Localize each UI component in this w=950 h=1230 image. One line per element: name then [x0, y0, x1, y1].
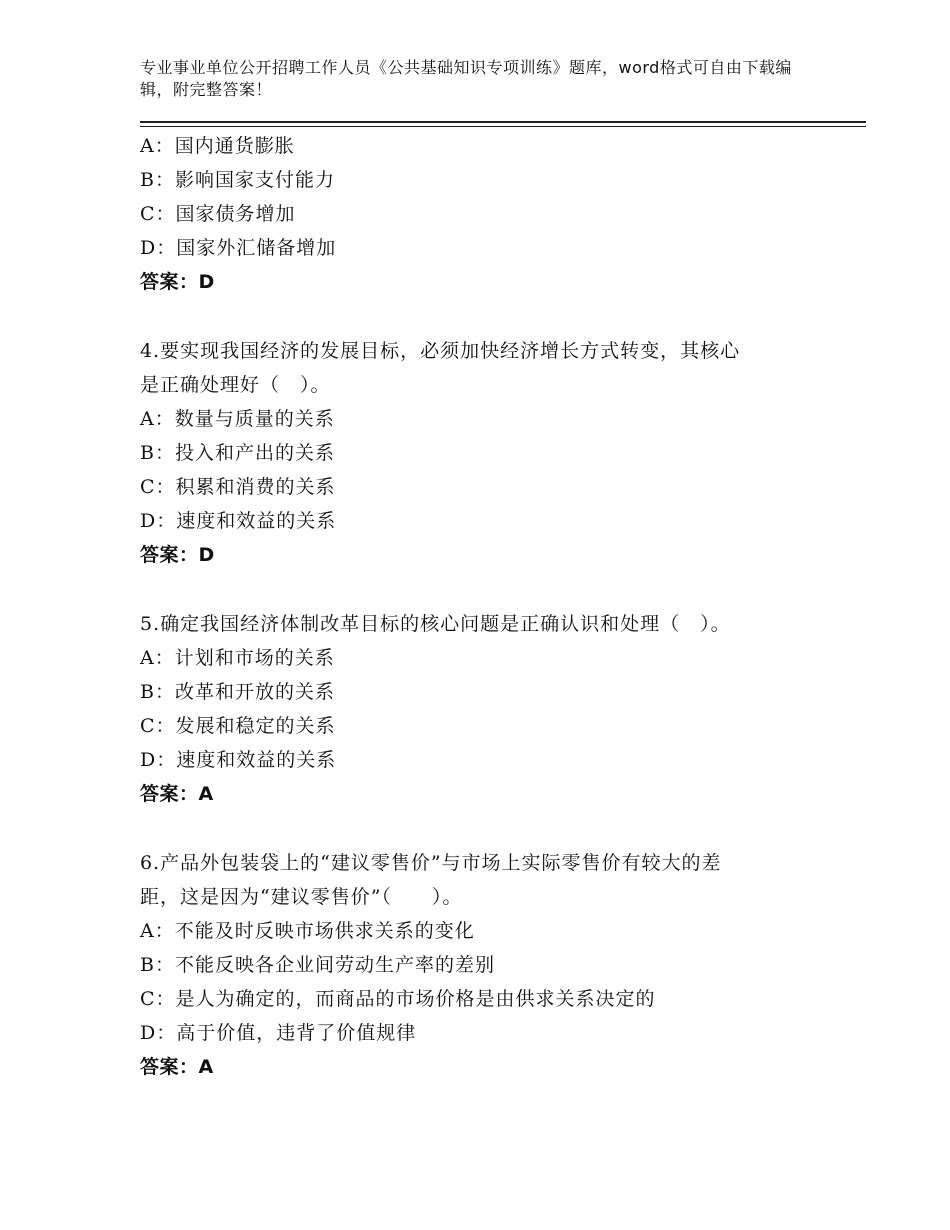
- option-d: D：速度和效益的关系: [140, 749, 337, 771]
- option-b: B：不能反映各企业间劳动生产率的差别: [140, 954, 495, 976]
- question-block: [140, 607, 840, 811]
- option-a: A：计划和市场的关系: [140, 647, 335, 669]
- question-block: [140, 334, 840, 572]
- answer-label: 答案：D: [140, 271, 215, 293]
- option-c: C：是人为确定的，而商品的市场价格是由供求关系决定的: [140, 988, 656, 1010]
- answer-label: 答案：A: [140, 783, 214, 805]
- option-c: C：发展和稳定的关系: [140, 715, 336, 737]
- option-c: C：国家债务增加: [140, 203, 296, 225]
- option-a: A：数量与质量的关系: [140, 408, 335, 430]
- question-block: [140, 129, 840, 299]
- option-d: D：高于价值，违背了价值规律: [140, 1022, 417, 1044]
- header-divider: [140, 121, 866, 127]
- option-c: C：积累和消费的关系: [140, 476, 336, 498]
- answer-label: 答案：A: [140, 1056, 214, 1078]
- question-stem: 是正确处理好（ ）。: [140, 374, 331, 396]
- option-b: B：改革和开放的关系: [140, 681, 335, 703]
- document-header: 专业事业单位公开招聘工作人员《公共基础知识专项训练》题库，word格式可自由下载编辑，附完整答案！: [140, 58, 792, 99]
- answer-label: 答案：D: [140, 544, 215, 566]
- option-b: B：影响国家支付能力: [140, 169, 335, 191]
- option-d: D：速度和效益的关系: [140, 510, 337, 532]
- option-a: A：国内通货膨胀: [140, 135, 295, 157]
- question-block: [140, 846, 840, 1084]
- question-list: [140, 129, 840, 1084]
- question-stem: 5.确定我国经济体制改革目标的核心问题是正确认识和处理（ ）。: [140, 613, 731, 635]
- option-a: A：不能及时反映市场供求关系的变化: [140, 920, 475, 942]
- question-stem: 6.产品外包装袋上的“建议零售价”与市场上实际零售价有较大的差: [140, 852, 722, 874]
- question-stem: 距，这是因为“建议零售价”（ ）。: [140, 886, 463, 908]
- option-b: B：投入和产出的关系: [140, 442, 335, 464]
- option-d: D：国家外汇储备增加: [140, 237, 337, 259]
- question-stem: 4.要实现我国经济的发展目标，必须加快经济增长方式转变，其核心: [140, 340, 741, 362]
